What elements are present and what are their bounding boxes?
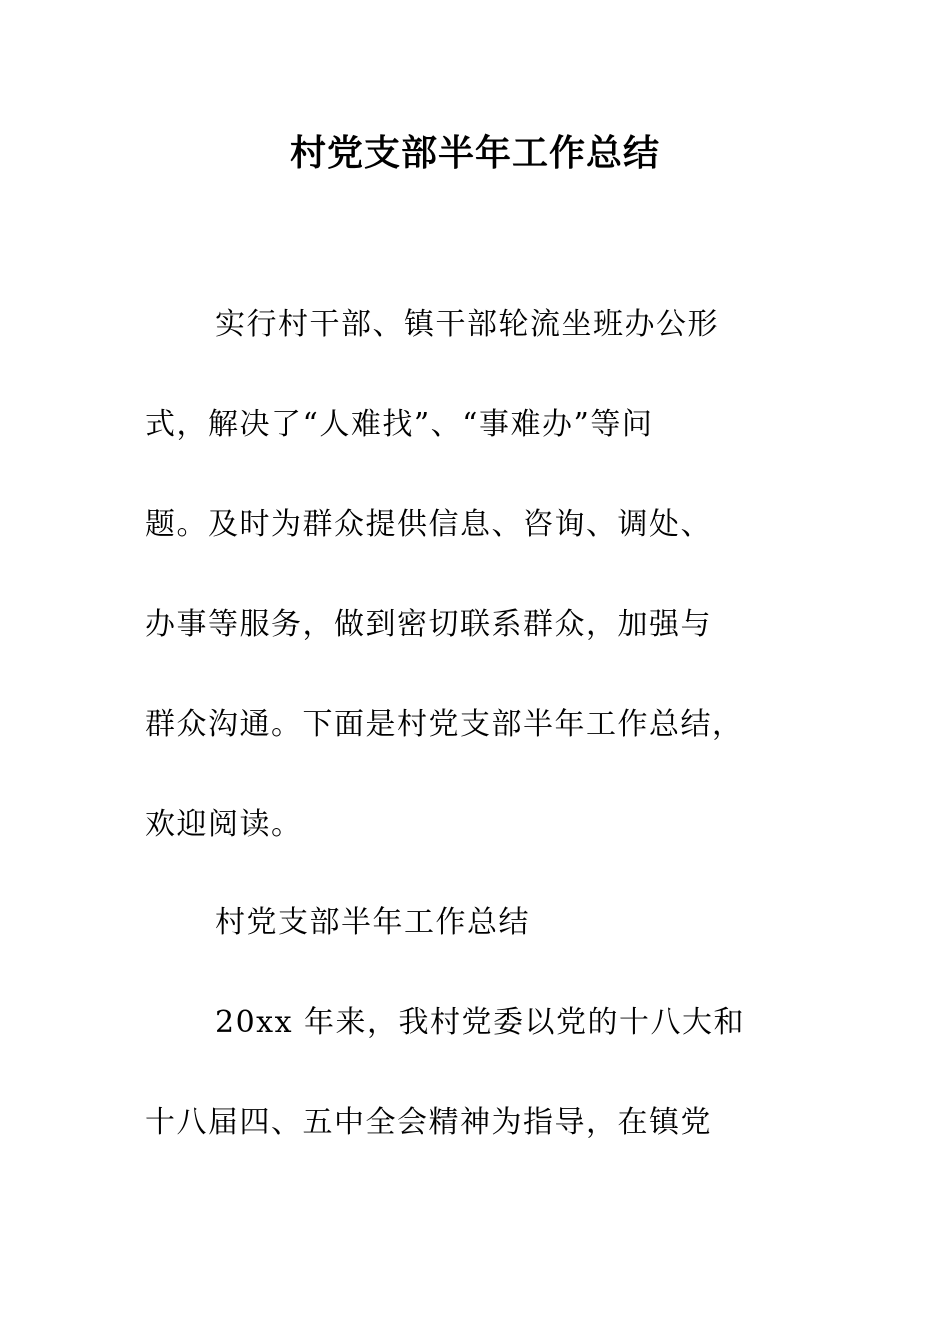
paragraph-line-4: 办事等服务，做到密切联系群众，加强与 <box>145 607 712 642</box>
section-heading: 村党支部半年工作总结 <box>215 905 530 940</box>
paragraph-line-6: 欢迎阅读。 <box>145 807 303 842</box>
paragraph-line-1: 实行村干部、镇干部轮流坐班办公形 <box>215 307 719 342</box>
paragraph-line-2: 式，解决了“人难找”、“事难办”等问 <box>145 407 654 442</box>
paragraph-line-8: 十八届四、五中全会精神为指导，在镇党 <box>145 1105 712 1140</box>
paragraph-line-5: 群众沟通。下面是村党支部半年工作总结， <box>145 707 744 742</box>
paragraph-line-3: 题。及时为群众提供信息、咨询、调处、 <box>145 507 712 542</box>
paragraph-line-7: 20xx 年来，我村党委以党的十八大和 <box>215 1005 746 1040</box>
document-title: 村党支部半年工作总结 <box>289 132 660 174</box>
